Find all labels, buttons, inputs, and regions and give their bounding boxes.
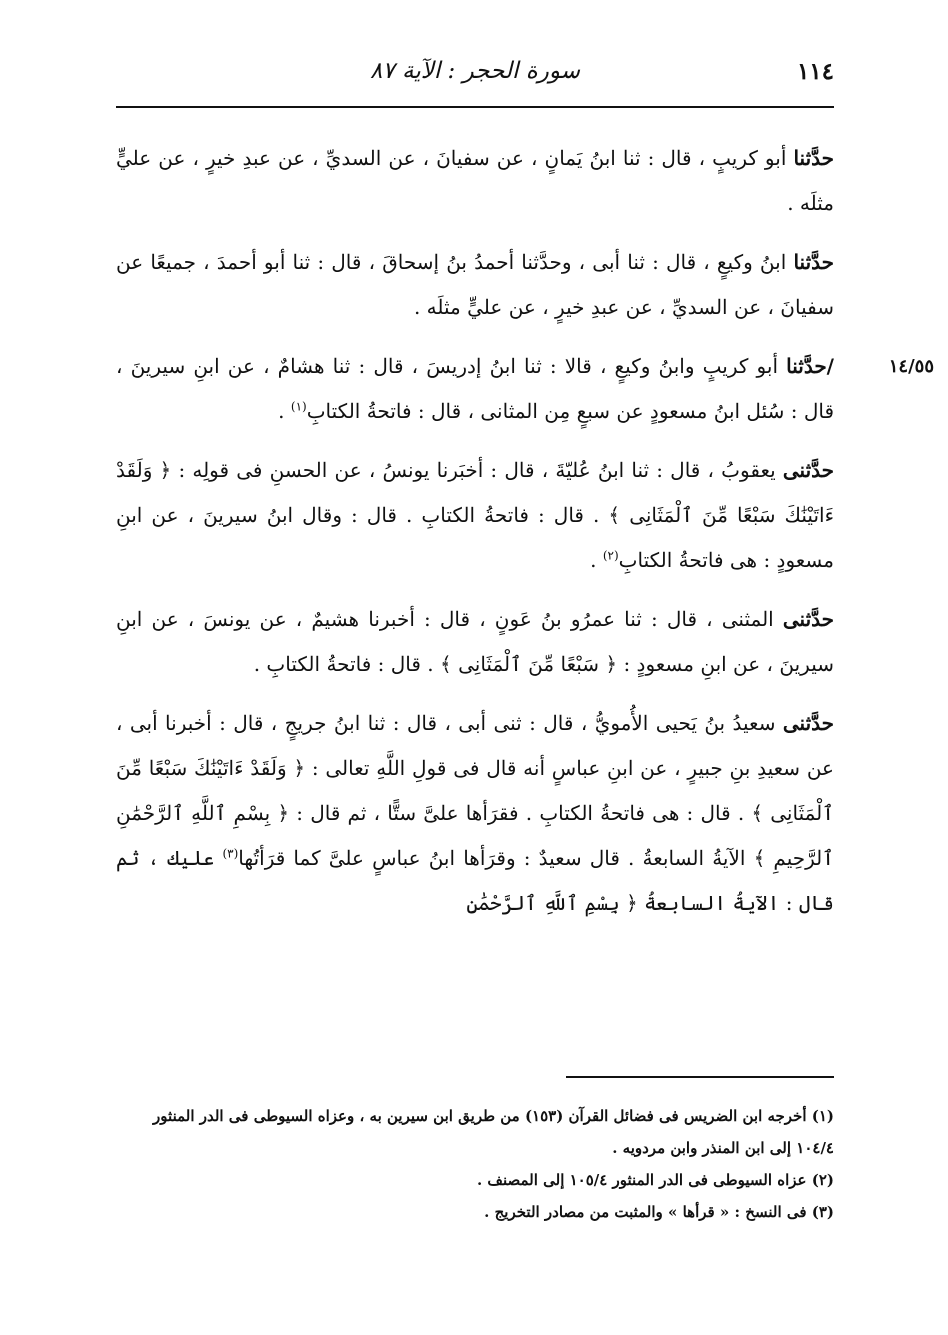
margin-reference: ١٤/٥٥ — [888, 356, 934, 377]
paragraph-2 — [116, 240, 834, 330]
narration-lead: حدَّثنى — [782, 607, 834, 631]
paragraph-tail: عليك ، ثم قال : الآيةُ السابعةُ ﴿ بِسْمِ ٱللَّهِ ٱلرَّحْمَٰنِ — [116, 846, 834, 915]
running-title: سورة الحجر : الآية ٨٧ — [369, 58, 581, 84]
narration-lead: /حدَّثنا — [786, 354, 834, 378]
header-rule — [116, 106, 834, 108]
narration-lead: حدَّثنى — [782, 458, 834, 482]
paragraph-6 — [116, 701, 834, 926]
main-text — [116, 136, 934, 940]
footnote-marker: (١) — [290, 399, 307, 414]
paragraph-text: يعقوبُ ، قال : ثنا ابنُ عُليّةَ ، قال : أخبَرنا يونسُ ، عن الحسنِ فى قولِه : ﴿ وَلَقَدْ ءَاتَيْنَٰكَ سَبْعًا مِّنَ ٱلْمَثَانِى ﴾ . قال : فاتحةُ الكتابِ . قال : وقال ابنُ سيرينَ ، عن ابنِ مسعودٍ : هى فاتحةُ الكتابِ — [116, 458, 834, 572]
paragraph-text: سعيدُ بنُ يَحيى الأُمويُّ ، قال : ثنى أبى ، قال : ثنا ابنُ جريجٍ ، قال : أخبرنا أبى ، عن سعيدِ بنِ جبيرٍ ، عن ابنِ عباسٍ أنه قال فى قولِ اللَّهِ تعالى : ﴿ وَلَقَدْ ءَاتَيْنَٰكَ سَبْعًا مِّنَ ٱلْمَثَانِى ﴾ . قال : هى فاتحةُ الكتابِ . فقرَأها علىَّ ستًّا ، ثم قال : ﴿ بِسْمِ ٱللَّهِ ٱلرَّحْمَٰنِ ٱلرَّحِيمِ ﴾ الآيةُ السابعةُ . قال سعيدٌ : وقرَأها ابنُ عباسٍ علىَّ كما قرَأتُها — [116, 711, 834, 870]
narration-lead: حدَّثنا — [793, 146, 834, 170]
footnotes — [116, 1100, 834, 1228]
paragraph-text: ابنُ وكيعٍ ، قال : ثنا أبى ، وحدَّثنا أحمدُ بنُ إسحاقَ ، قال : ثنا أبو أحمدَ ، جميعًا عن سفيانَ ، عن السديِّ ، عن عبدِ خيرٍ ، عن عليٍّ مثلَه . — [116, 250, 834, 319]
paragraph-3 — [116, 344, 934, 434]
paragraph-5 — [116, 597, 834, 687]
paragraph-4 — [116, 448, 834, 583]
footnote-marker: (٢) — [602, 548, 619, 563]
footnote-rule — [566, 1076, 834, 1078]
narration-lead: حدَّثنا — [793, 250, 834, 274]
paragraph-text: المثنى ، قال : ثنا عمرُو بنُ عَونٍ ، قال : أخبرنا هشيمٌ ، عن يونسَ ، عن ابنِ سيرينَ ، عن ابنِ مسعودٍ : ﴿ سَبْعًا مِّنَ ٱلْمَثَانِى ﴾ . قال : فاتحةُ الكتابِ . — [116, 607, 834, 676]
paragraph-text: أبو كريبٍ وابنُ وكيعٍ ، قالا : ثنا ابنُ إدريسَ ، قال : ثنا هشامٌ ، عن ابنِ سيرينَ ، قال : سُئل ابنُ مسعودٍ عن سبعٍ مِن المثانى ، قال : فاتحةُ الكتابِ — [116, 354, 834, 423]
footnote-3: (٣) فى النسخ : « قرأها » والمثبت من مصادر التخريج . — [484, 1203, 834, 1221]
footnote-marker: (٣) — [222, 846, 239, 861]
narration-lead: حدَّثنى — [782, 711, 834, 735]
page-number: ١١٤ — [796, 58, 834, 85]
page-header — [116, 52, 834, 98]
footnote-1: (١) أخرجه ابن الضريس فى فضائل القرآن (١٥٣) من طريق ابن سيرين به ، وعزاه السيوطى فى الدر المنثور ١٠٤/٤ إلى ابن المنذر وابن مردويه . — [153, 1107, 834, 1157]
paragraph-1 — [116, 136, 834, 226]
paragraph-text: أبو كريبٍ ، قال : ثنا ابنُ يَمانٍ ، عن سفيانَ ، عن السديِّ ، عن عبدِ خيرٍ ، عن عليٍّ مثلَه . — [116, 146, 834, 215]
paragraph-tail: . — [590, 548, 603, 572]
footnote-2: (٢) عزاه السيوطى فى الدر المنثور ١٠٥/٤ إلى المصنف . — [476, 1171, 834, 1189]
paragraph-tail: . — [278, 399, 291, 423]
